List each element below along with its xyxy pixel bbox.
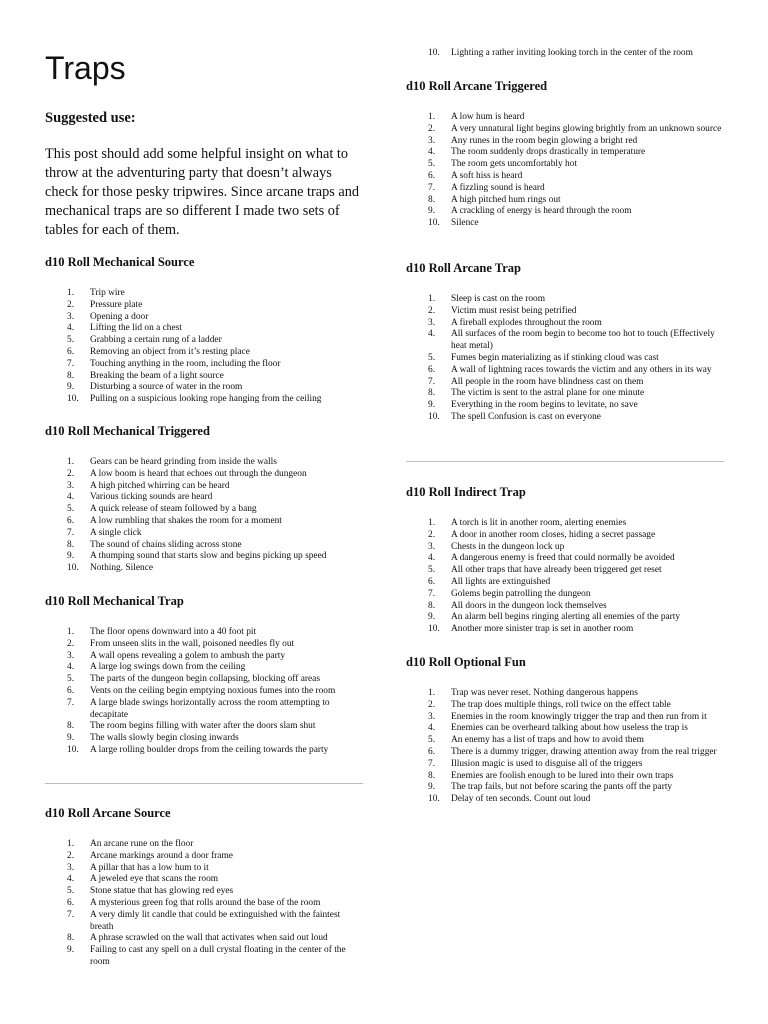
roll-list: [45, 839, 363, 969]
item-number: 4.: [67, 492, 75, 503]
item-number: 7.: [428, 588, 436, 599]
item-text: The room begins filling with water after the doors slam shut: [90, 721, 316, 732]
section-arcane-source-continued: [406, 48, 724, 60]
list-item: [45, 323, 363, 335]
item-text: Everything in the room begins to levitate, no save: [451, 400, 638, 411]
list-item: [406, 712, 724, 724]
list-item: [45, 528, 363, 540]
item-text: All people in the room have blindness cast on them: [451, 376, 644, 387]
item-number: 2.: [67, 299, 75, 310]
suggested-use-heading: Suggested use:: [45, 110, 136, 126]
list-item: [45, 745, 363, 757]
item-number: 3.: [428, 541, 436, 552]
divider: [45, 783, 363, 784]
item-number: 5.: [67, 504, 75, 515]
list-item: [406, 183, 724, 195]
item-number: 4.: [67, 323, 75, 334]
list-item: [406, 577, 724, 589]
item-number: 5.: [428, 352, 436, 363]
list-item: [45, 288, 363, 300]
list-item: [45, 359, 363, 371]
item-number: 3.: [67, 311, 75, 322]
item-text: Breaking the beam of a light source: [90, 370, 224, 381]
section-mechanical-source: [45, 254, 363, 406]
item-number: 10.: [67, 563, 79, 574]
item-text: Various ticking sounds are heard: [90, 492, 213, 503]
roll-list: [406, 112, 724, 230]
item-number: 9.: [67, 382, 75, 393]
item-number: 4.: [67, 662, 75, 673]
list-item: [406, 530, 724, 542]
list-item: [406, 624, 724, 636]
list-item: [45, 504, 363, 516]
list-item: [45, 481, 363, 493]
item-number: 8.: [67, 721, 75, 732]
list-item: [45, 863, 363, 875]
list-item: [45, 698, 363, 722]
item-number: 9.: [67, 733, 75, 744]
item-text: Failing to cast any spell on a dull crystal floating in the center of the room: [90, 945, 346, 967]
item-text: Vents on the ceiling begin emptying noxious fumes into the room: [90, 685, 336, 696]
list-item: [406, 136, 724, 148]
item-text: A very unnatural light begins glowing brightly from an unknown source: [451, 123, 722, 134]
item-number: 5.: [67, 674, 75, 685]
item-number: 5.: [67, 335, 75, 346]
item-text: Nothing. Silence: [90, 563, 154, 574]
section-heading: d10 Roll Optional Fun: [406, 655, 526, 669]
item-number: 1.: [67, 627, 75, 637]
item-text: There is a dummy trigger, drawing attention away from the real trigger: [451, 746, 717, 757]
item-number: 2.: [428, 305, 436, 316]
list-item: [45, 910, 363, 934]
list-item: [45, 627, 363, 639]
section-heading: d10 Roll Mechanical Triggered: [45, 424, 210, 438]
item-number: 1.: [67, 839, 75, 849]
roll-list: [406, 688, 724, 806]
list-item: [406, 294, 724, 306]
item-number: 4.: [428, 147, 436, 158]
item-number: 2.: [67, 468, 75, 479]
item-text: Gears can be heard grinding from inside the walls: [90, 457, 277, 467]
roll-list: [45, 288, 363, 406]
item-text: The floor opens downward into a 40 foot pit: [90, 627, 257, 637]
list-item: [406, 612, 724, 624]
list-item: [45, 721, 363, 733]
item-text: Fumes begin materializing as if stinking cloud was cast: [451, 352, 659, 363]
section-heading: d10 Roll Arcane Source: [45, 806, 171, 820]
item-number: 10.: [428, 794, 440, 805]
item-number: 10.: [428, 624, 440, 635]
item-text: A dangerous enemy is freed that could normally be avoided: [451, 553, 675, 564]
list-item: [45, 898, 363, 910]
item-number: 10.: [428, 218, 440, 229]
item-number: 6.: [67, 346, 75, 357]
list-item: [406, 589, 724, 601]
item-text: The sound of chains sliding across stone: [90, 539, 242, 550]
item-number: 5.: [428, 159, 436, 170]
item-text: Arcane markings around a door frame: [90, 850, 233, 861]
item-text: Grabbing a certain rung of a ladder: [90, 335, 222, 346]
list-item: [406, 353, 724, 365]
item-text: A wall of lightning races towards the victim and any others in its way: [451, 364, 712, 375]
section-heading: d10 Roll Arcane Triggered: [406, 79, 548, 93]
item-number: 8.: [428, 194, 436, 205]
item-number: 4.: [428, 553, 436, 564]
item-text: Removing an object from it’s resting place: [90, 346, 250, 357]
roll-list: [45, 457, 363, 575]
section-arcane-trap: [406, 260, 724, 424]
item-text: Delay of ten seconds. Count out loud: [451, 794, 591, 805]
item-text: A crackling of energy is heard through the room: [451, 206, 632, 217]
item-text: Disturbing a source of water in the room: [90, 382, 243, 393]
list-item: [45, 347, 363, 359]
list-item: [45, 312, 363, 324]
item-text: Enemies can be overheard talking about how useless the trap is: [451, 723, 688, 734]
item-text: A fizzling sound is heard: [451, 182, 545, 193]
list-item: [406, 318, 724, 330]
item-number: 3.: [428, 317, 436, 328]
item-number: 7.: [67, 527, 75, 538]
list-item: [45, 394, 363, 406]
item-text: Illusion magic is used to disguise all of the triggers: [451, 758, 643, 769]
list-item: [45, 886, 363, 898]
list-item: [45, 563, 363, 575]
item-text: The room gets uncomfortably hot: [451, 159, 578, 170]
item-number: 2.: [428, 529, 436, 540]
section-arcane-source: [45, 805, 363, 969]
list-item: [406, 553, 724, 565]
list-item: [406, 377, 724, 389]
item-text: The parts of the dungeon begin collapsing, blocking off areas: [90, 674, 320, 685]
roll-list: [406, 48, 724, 60]
item-text: A large log swings down from the ceiling: [90, 662, 246, 673]
item-number: 7.: [428, 758, 436, 769]
item-number: 6.: [67, 685, 75, 696]
list-item: [406, 329, 724, 353]
item-number: 3.: [67, 650, 75, 661]
item-number: 6.: [428, 170, 436, 181]
list-item: [406, 542, 724, 554]
item-number: 6.: [67, 515, 75, 526]
item-text: A mysterious green fog that rolls around the base of the room: [90, 897, 321, 908]
item-number: 2.: [428, 699, 436, 710]
item-number: 2.: [67, 850, 75, 861]
list-item: [406, 794, 724, 806]
item-number: 1.: [67, 457, 75, 467]
item-number: 1.: [428, 112, 436, 122]
item-number: 7.: [67, 909, 75, 920]
list-item: [45, 651, 363, 663]
item-number: 4.: [67, 874, 75, 885]
list-item: [406, 388, 724, 400]
item-number: 3.: [67, 480, 75, 491]
list-item: [45, 839, 363, 851]
item-text: A quick release of steam followed by a bang: [90, 504, 257, 515]
item-number: 10.: [428, 411, 440, 422]
item-text: A soft hiss is heard: [451, 170, 523, 181]
section-heading: d10 Roll Mechanical Trap: [45, 594, 184, 608]
item-number: 1.: [428, 294, 436, 304]
item-text: A phrase scrawled on the wall that activates when said out loud: [90, 933, 328, 944]
item-text: Silence: [451, 218, 479, 229]
item-text: Trap was never reset. Nothing dangerous happens: [451, 688, 638, 698]
list-item: [406, 723, 724, 735]
section-heading: d10 Roll Arcane Trap: [406, 261, 521, 275]
item-number: 9.: [428, 206, 436, 217]
item-text: A large blade swings horizontally across the room attempting to decapitate: [90, 697, 330, 720]
item-text: A low boom is heard that echoes out through the dungeon: [90, 468, 307, 479]
item-number: 10.: [67, 394, 79, 405]
item-number: 8.: [67, 539, 75, 550]
item-number: 6.: [67, 897, 75, 908]
item-text: A pillar that has a low hum to it: [90, 862, 209, 873]
item-number: 1.: [67, 288, 75, 298]
item-number: 4.: [428, 723, 436, 734]
list-item: [406, 688, 724, 700]
item-number: 1.: [428, 688, 436, 698]
item-text: The trap fails, but not before scaring the pants off the party: [451, 782, 673, 793]
item-text: Any runes in the room begin glowing a bright red: [451, 135, 638, 146]
item-number: 8.: [67, 370, 75, 381]
item-text: A high pitched whirring can be heard: [90, 480, 230, 491]
item-text: Enemies are foolish enough to be lured into their own traps: [451, 770, 674, 781]
item-text: A low hum is heard: [451, 112, 525, 122]
list-item: [45, 851, 363, 863]
item-number: 9.: [67, 945, 75, 956]
divider: [406, 461, 724, 462]
list-item: [45, 540, 363, 552]
section-arcane-triggered: [406, 78, 724, 230]
list-item: [406, 206, 724, 218]
list-item: [45, 933, 363, 945]
item-text: Lighting a rather inviting looking torch in the center of the room: [451, 48, 693, 58]
list-item: [45, 335, 363, 347]
item-number: 5.: [67, 886, 75, 897]
item-number: 6.: [428, 576, 436, 587]
list-item: [406, 171, 724, 183]
list-item: [406, 400, 724, 412]
item-number: 9.: [428, 612, 436, 623]
list-item: [406, 124, 724, 136]
item-text: Stone statue that has glowing red eyes: [90, 886, 234, 897]
item-text: Another more sinister trap is set in another room: [451, 624, 634, 635]
item-number: 7.: [428, 376, 436, 387]
list-item: [45, 300, 363, 312]
intro-paragraph: This post should add some helpful insight on what to throw at the adventuring party that doesn’t always check for those pesky tripwires. Since arcane traps and mechanical traps are so different I made two sets of tables for each of them.: [45, 146, 360, 238]
section-heading: d10 Roll Mechanical Source: [45, 255, 195, 269]
list-item: [45, 492, 363, 504]
item-number: 2.: [428, 123, 436, 134]
item-number: 3.: [67, 862, 75, 873]
item-text: The trap does multiple things, roll twice on the effect table: [451, 699, 671, 710]
list-item: [45, 662, 363, 674]
item-text: All surfaces of the room begin to become too hot to touch (Effectively heat metal): [451, 329, 715, 352]
item-text: Golems begin patrolling the dungeon: [451, 588, 591, 599]
list-item: [406, 365, 724, 377]
item-number: 9.: [428, 400, 436, 411]
item-text: All lights are extinguished: [451, 576, 551, 587]
list-item: [406, 112, 724, 124]
item-text: Opening a door: [90, 311, 149, 322]
item-text: The walls slowly begin closing inwards: [90, 733, 239, 744]
item-text: A jeweled eye that scans the room: [90, 874, 219, 885]
item-text: Victim must resist being petrified: [451, 305, 577, 316]
item-text: The room suddenly drops drastically in temperature: [451, 147, 646, 158]
item-text: A torch is lit in another room, alerting enemies: [451, 518, 627, 528]
item-text: Touching anything in the room, including the floor: [90, 358, 281, 369]
list-item: [45, 516, 363, 528]
item-number: 7.: [428, 182, 436, 193]
item-number: 5.: [428, 565, 436, 576]
page-title: Traps: [45, 50, 126, 86]
item-text: Lifting the lid on a chest: [90, 323, 182, 334]
item-number: 4.: [428, 329, 436, 340]
item-number: 3.: [428, 711, 436, 722]
list-item: [406, 518, 724, 530]
item-text: Chests in the dungeon lock up: [451, 541, 565, 552]
item-number: 10.: [67, 744, 79, 755]
item-number: 5.: [428, 735, 436, 746]
item-text: From unseen slits in the wall, poisoned needles fly out: [90, 638, 295, 649]
item-text: A thumping sound that starts slow and begins picking up speed: [90, 551, 327, 562]
list-item: [406, 48, 724, 60]
item-text: A single click: [90, 527, 142, 538]
list-item: [45, 382, 363, 394]
list-item: [406, 565, 724, 577]
item-text: A large rolling boulder drops from the ceiling towards the party: [90, 744, 329, 755]
item-number: 8.: [67, 933, 75, 944]
item-text: A high pitched hum rings out: [451, 194, 561, 205]
item-text: A door in another room closes, hiding a secret passage: [451, 529, 656, 540]
item-text: An alarm bell begins ringing alerting all enemies of the party: [451, 612, 681, 623]
section-heading: d10 Roll Indirect Trap: [406, 485, 526, 499]
list-item: [45, 371, 363, 383]
item-number: 6.: [428, 364, 436, 375]
list-item: [406, 700, 724, 712]
item-number: 8.: [428, 770, 436, 781]
list-item: [406, 412, 724, 424]
item-text: The victim is sent to the astral plane for one minute: [451, 388, 645, 399]
item-text: All other traps that have already been triggered get reset: [451, 565, 662, 576]
item-text: A very dimly lit candle that could be extinguished with the faintest breath: [90, 909, 341, 932]
list-item: [45, 874, 363, 886]
list-item: [406, 771, 724, 783]
item-text: The spell Confusion is cast on everyone: [451, 411, 601, 422]
list-item: [45, 551, 363, 563]
item-number: 9.: [428, 782, 436, 793]
list-item: [45, 639, 363, 651]
section-optional-fun: [406, 654, 724, 806]
item-text: An enemy has a list of traps and how to avoid them: [451, 735, 644, 746]
item-number: 8.: [428, 600, 436, 611]
list-item: [45, 469, 363, 481]
roll-list: [406, 518, 724, 636]
item-number: 3.: [428, 135, 436, 146]
item-text: A low rumbling that shakes the room for a moment: [90, 515, 282, 526]
section-mechanical-triggered: [45, 423, 363, 575]
item-text: Trip wire: [90, 288, 125, 298]
list-item: [406, 159, 724, 171]
item-text: A fireball explodes throughout the room: [451, 317, 602, 328]
list-item: [406, 147, 724, 159]
item-text: Sleep is cast on the room: [451, 294, 545, 304]
section-indirect-trap: [406, 484, 724, 636]
list-item: [406, 747, 724, 759]
item-text: All doors in the dungeon lock themselves: [451, 600, 607, 611]
list-item: [406, 306, 724, 318]
list-item: [406, 195, 724, 207]
roll-list: [406, 294, 724, 424]
list-item: [45, 457, 363, 469]
list-item: [406, 759, 724, 771]
list-item: [45, 733, 363, 745]
item-text: Pressure plate: [90, 299, 143, 310]
list-item: [406, 782, 724, 794]
roll-list: [45, 627, 363, 757]
item-number: 7.: [67, 697, 75, 708]
list-item: [406, 218, 724, 230]
item-number: 1.: [428, 518, 436, 528]
item-number: 10.: [428, 48, 440, 58]
item-text: A wall opens revealing a golem to ambush the party: [90, 650, 286, 661]
item-text: Pulling on a suspicious looking rope hanging from the ceiling: [90, 394, 322, 405]
item-number: 9.: [67, 551, 75, 562]
section-mechanical-trap: [45, 593, 363, 757]
list-item: [406, 601, 724, 613]
item-number: 7.: [67, 358, 75, 369]
list-item: [45, 945, 363, 969]
list-item: [45, 686, 363, 698]
item-number: 6.: [428, 746, 436, 757]
item-number: 2.: [67, 638, 75, 649]
item-text: Enemies in the room knowingly trigger the trap and then run from it: [451, 711, 707, 722]
list-item: [45, 674, 363, 686]
list-item: [406, 735, 724, 747]
item-text: An arcane rune on the floor: [90, 839, 194, 849]
item-number: 8.: [428, 388, 436, 399]
